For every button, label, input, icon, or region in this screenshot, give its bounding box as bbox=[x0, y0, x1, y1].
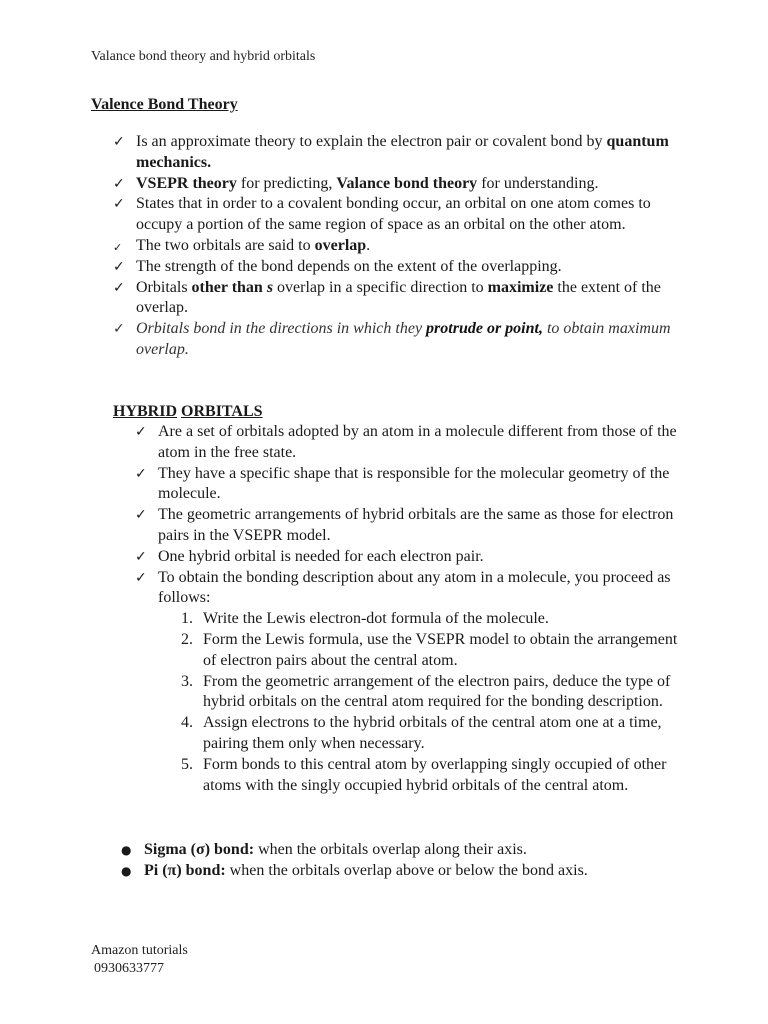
list-item: ✓ They have a specific shape that is responsible for the molecular geometry of the molecule. bbox=[135, 464, 670, 503]
check-icon: ✓ bbox=[135, 569, 147, 586]
list-item: ✓ VSEPR theory for predicting, Valance bond theory for understanding. bbox=[136, 174, 676, 195]
bond-types-list bbox=[121, 840, 664, 882]
check-icon: ✓ bbox=[113, 240, 123, 254]
check-icon: ✓ bbox=[113, 258, 125, 275]
list-item: ✓ The two orbitals are said to overlap. bbox=[136, 236, 676, 257]
check-icon: ✓ bbox=[135, 424, 147, 440]
list-item: 4. Assign electrons to the hybrid orbitals of the central atom one at a time, pairing them only when necessary. bbox=[181, 714, 662, 752]
list-item: ✓ Are a set of orbitals adopted by an atom in a molecule different from those of the atom in the free state. bbox=[135, 423, 677, 461]
check-icon: ✓ bbox=[113, 321, 125, 338]
list-item: ✓ Orbitals other than s overlap in a specific direction to maximize the extent of the overlap. bbox=[113, 278, 661, 317]
list-item: ✓ Is an approximate theory to explain the electron pair or covalent bond by quantum mechanics. bbox=[113, 133, 669, 171]
list-item: 5. Form bonds to this central atom by overlapping singly occupied of other atoms with the singly occupied hybrid orbitals of the central atom. bbox=[181, 755, 667, 794]
check-icon: ✓ bbox=[135, 548, 147, 565]
list-item: ✓ States that in order to a covalent bonding occur, an orbital on one atom comes to occupy a portion of the same region of space as an orbital on the other atom. bbox=[113, 195, 651, 234]
list-item: 3. From the geometric arrangement of the electron pairs, deduce the type of hybrid orbitals on the central atom required for the bonding description. bbox=[181, 672, 671, 711]
list-item: ● Pi (π) bond: when the orbitals overlap above or below the bond axis. bbox=[144, 861, 664, 882]
list-item: ● Sigma (σ) bond: when the orbitals overlap along their axis. bbox=[144, 840, 664, 861]
check-icon: ✓ bbox=[113, 134, 125, 150]
list-item: ✓ The strength of the bond depends on the extent of the overlapping. bbox=[136, 257, 676, 278]
check-icon: ✓ bbox=[135, 507, 147, 524]
footer-name: Amazon tutorials bbox=[91, 943, 188, 958]
page-header: Valance bond theory and hybrid orbitals bbox=[91, 49, 316, 64]
bullet-icon: ● bbox=[121, 843, 132, 857]
bullet-icon: ● bbox=[121, 863, 132, 878]
list-item: ✓ One hybrid orbital is needed for each electron pair. bbox=[158, 547, 678, 568]
page-title: Valence Bond Theory bbox=[91, 96, 238, 113]
list-item: 1. Write the Lewis electron-dot formula of the molecule. bbox=[181, 610, 549, 628]
page-footer bbox=[91, 942, 188, 978]
list-item: ✓ Orbitals bond in the directions in which they protrude or point, to obtain maximum overlap. bbox=[113, 320, 671, 358]
check-icon: ✓ bbox=[135, 465, 147, 482]
hybrid-list bbox=[135, 422, 678, 796]
section-heading: HYBRID ORBITALS bbox=[113, 403, 263, 420]
list-item: ✓ The geometric arrangements of hybrid orbitals are the same as those for electron pairs in the VSEPR model. bbox=[135, 506, 674, 544]
check-icon: ✓ bbox=[113, 279, 125, 296]
steps-list bbox=[158, 609, 678, 796]
vbt-list bbox=[113, 132, 676, 361]
list-item: 2. Form the Lewis formula, use the VSEPR model to obtain the arrangement of electron pairs about the central atom. bbox=[181, 630, 678, 669]
footer-phone: 0930633777 bbox=[94, 961, 164, 976]
check-icon: ✓ bbox=[113, 196, 125, 213]
list-item: ✓ To obtain the bonding description about any atom in a molecule, you proceed as follows: 1. Write the Lewis electron-dot formula of the molecule. 2. Form the Lewis formula, use the VSEPR model to obtain the arrangement of electron pairs about the central atom. 3. From the geometric arrangement of the electron pairs, deduce the type of hybrid orbitals on the central atom required for the bonding description. 4. Assign electrons to the hybrid orbitals of the central atom one at a time, pairing them only when necessary. 5. Form bonds to this central atom by overlapping singly occupied of other atoms with the singly occupied hybrid orbitals of the central atom. bbox=[158, 568, 678, 797]
check-icon: ✓ bbox=[113, 175, 125, 192]
